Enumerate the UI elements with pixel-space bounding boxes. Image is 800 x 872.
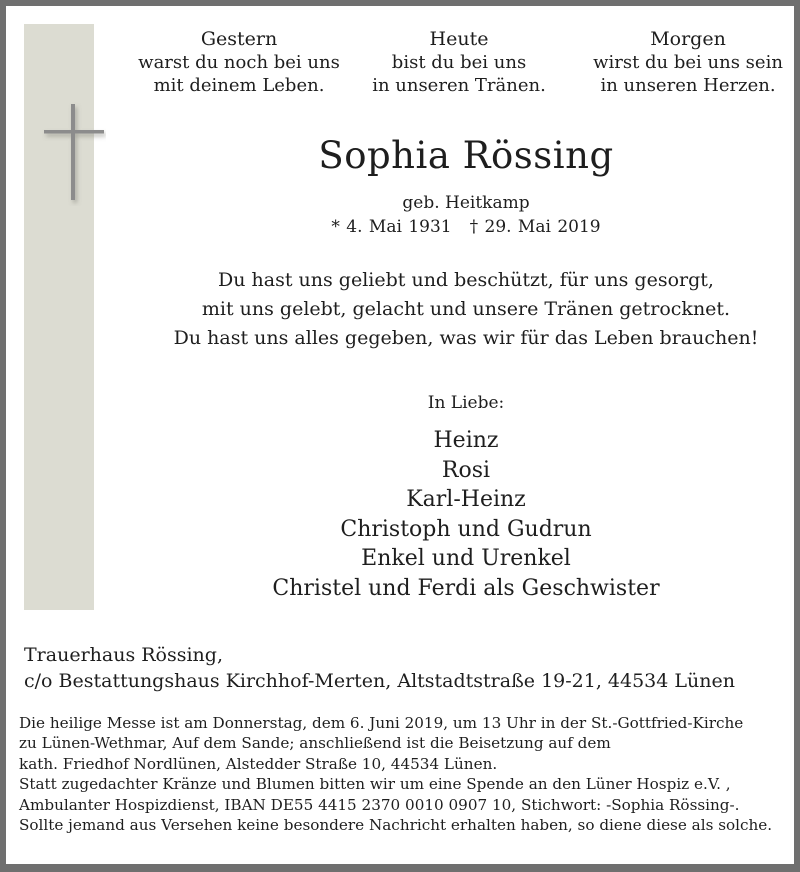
mourner: Christoph und Gudrun xyxy=(340,516,592,542)
note-line: zu Lünen-Wethmar, Auf dem Sande; anschließend ist die Beisetzung auf dem xyxy=(19,734,611,753)
poem-line: Du hast uns alles gegeben, was wir für das Leben brauchen! xyxy=(173,327,759,349)
column-today xyxy=(344,28,574,97)
mourner: Christel und Ferdi als Geschwister xyxy=(272,575,660,601)
service-notes xyxy=(19,713,794,835)
mourners-list xyxy=(166,426,766,603)
note-line: kath. Friedhof Nordlünen, Alstedder Straße 10, 44534 Lünen. xyxy=(19,754,498,773)
poem-line: Du hast uns geliebt und beschützt, für uns gesorgt, xyxy=(218,269,714,291)
column-yesterday xyxy=(124,28,354,97)
column-line: in unseren Tränen. xyxy=(372,75,546,96)
column-line: wirst du bei uns sein xyxy=(593,52,783,73)
column-line: mit deinem Leben. xyxy=(153,75,325,96)
column-line: in unseren Herzen. xyxy=(600,75,776,96)
note-line: Ambulanter Hospizdienst, IBAN DE55 4415 2370 0010 0907 10, Stichwort: -Sophia Rössing-. xyxy=(19,795,740,814)
mourning-house-address xyxy=(24,642,735,694)
column-heading: Gestern xyxy=(200,28,278,50)
in-love-label: In Liebe: xyxy=(427,393,505,413)
poem-line: mit uns gelebt, gelacht und unsere Tränen getrocknet. xyxy=(201,298,731,320)
column-heading: Heute xyxy=(429,28,489,50)
address-line: Trauerhaus Rössing, xyxy=(24,644,223,666)
life-dates xyxy=(206,216,726,238)
mourner: Rosi xyxy=(441,457,491,483)
column-line: warst du noch bei uns xyxy=(138,52,340,73)
cross-icon xyxy=(42,102,106,206)
column-heading: Morgen xyxy=(650,28,726,50)
birth-date: * 4. Mai 1931 xyxy=(331,217,452,237)
column-tomorrow xyxy=(573,28,800,97)
note-line: Sollte jemand aus Versehen keine besondere Nachricht erhalten haben, so diene diese als solche. xyxy=(19,816,773,835)
address-line: c/o Bestattungshaus Kirchhof-Merten, Altstadtstraße 19-21, 44534 Lünen xyxy=(24,670,735,692)
column-line: bist du bei uns xyxy=(391,52,527,73)
mourner: Enkel und Urenkel xyxy=(361,546,571,571)
mourner: Heinz xyxy=(433,428,499,453)
birth-name: geb. Heitkamp xyxy=(402,193,530,213)
deceased-name: Sophia Rössing xyxy=(318,134,614,177)
poem xyxy=(126,266,800,353)
note-line: Die heilige Messe ist am Donnerstag, dem 6. Juni 2019, um 13 Uhr in der St.-Gottfried-Kirche xyxy=(19,714,744,732)
mourner: Karl-Heinz xyxy=(406,487,526,512)
obituary-card xyxy=(6,6,794,864)
note-line: Statt zugedachter Kränze und Blumen bitten wir um eine Spende an den Lüner Hospiz e.V. , xyxy=(19,775,731,794)
death-date: † 29. Mai 2019 xyxy=(469,217,601,237)
